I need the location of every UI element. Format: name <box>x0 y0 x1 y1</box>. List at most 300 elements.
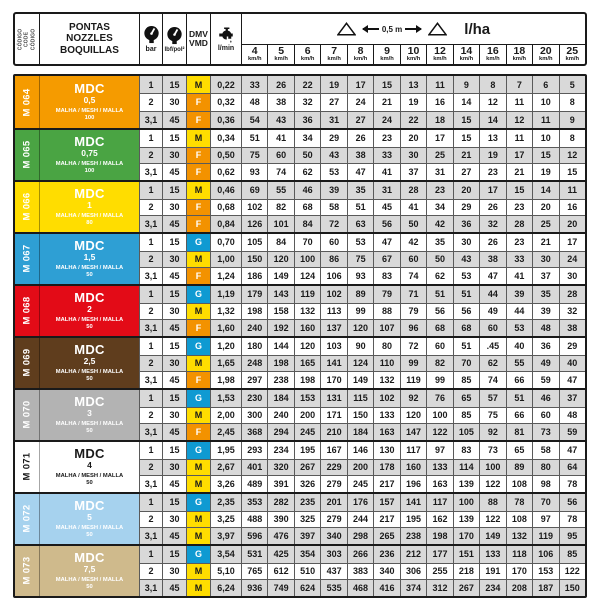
flow-cell: 1,98 <box>210 371 241 388</box>
pressure-bar-cell: 3,1 <box>139 423 162 440</box>
rate-cell: 132 <box>506 527 532 544</box>
pressure-bar-cell: 2 <box>139 407 162 424</box>
code-label: M 064 <box>21 88 33 116</box>
rate-cell: 117 <box>426 494 452 511</box>
pressure-psi-cell: 30 <box>162 459 186 476</box>
rate-cell: 15 <box>506 182 532 199</box>
mesh-text: MALHA / MESH / MALLA <box>55 576 124 583</box>
pressure-bar-cell: 3,1 <box>139 371 162 388</box>
rate-cell: 85 <box>453 371 479 388</box>
nozzle-group <box>15 284 585 336</box>
pressure-psi-cell: 15 <box>162 390 186 407</box>
speed-unit: km/h <box>247 56 262 63</box>
rate-cell: 198 <box>426 527 452 544</box>
rate-cell: 31 <box>373 182 399 199</box>
mesh-text: MALHA / MESH / MALLA <box>55 160 124 167</box>
rate-cell: 41 <box>400 199 426 216</box>
speed-header-cell <box>426 45 452 64</box>
nozzles-header-line: PONTAS <box>69 21 110 33</box>
rate-cell: 131 <box>320 390 346 407</box>
speed-value: 14 <box>460 44 473 57</box>
pressure-gauge-icon <box>166 26 183 46</box>
rate-cell: 72 <box>320 215 346 232</box>
rate-cell: 120 <box>294 338 320 355</box>
rate-cell: 383 <box>347 563 373 580</box>
rate-cell: 147 <box>400 423 426 440</box>
rate-cell: 105 <box>453 423 479 440</box>
rate-cell: 83 <box>453 442 479 459</box>
rate-cell: 489 <box>241 475 267 492</box>
rate-cell: 70 <box>453 355 479 372</box>
arrow-right-head <box>405 28 421 30</box>
speed-unit: km/h <box>459 56 474 63</box>
rate-cell: 75 <box>241 147 267 164</box>
code-cell <box>15 546 39 596</box>
dmv-cell: M <box>186 563 210 580</box>
rate-cell: 42 <box>426 215 452 232</box>
rate-cell: 170 <box>320 371 346 388</box>
mesh-text: MALHA / MESH / MALLA <box>55 420 124 427</box>
flow-cell: 1,19 <box>210 286 241 303</box>
rate-cell: 298 <box>347 527 373 544</box>
rate-cell: 74 <box>400 267 426 284</box>
rate-cell: 38 <box>267 93 293 110</box>
flow-cell: 3,26 <box>210 475 241 492</box>
mesh-label <box>56 577 123 591</box>
rate-cell: 64 <box>559 459 585 476</box>
rate-cell: 178 <box>373 459 399 476</box>
code-header-line: CODE <box>23 31 30 47</box>
rate-cell: 19 <box>320 76 346 93</box>
rate-cell: 60 <box>532 407 558 424</box>
rate-cell: 368 <box>241 423 267 440</box>
code-header-line: CÓDIGO <box>30 28 37 50</box>
rate-cell: 50 <box>400 215 426 232</box>
dmv-cell: M <box>186 303 210 320</box>
dmv-cell: F <box>186 215 210 232</box>
speed-header-cell <box>559 45 585 64</box>
rate-cell: 149 <box>347 371 373 388</box>
rate-cell: 312 <box>426 579 452 596</box>
pressure-psi-cell: 15 <box>162 338 186 355</box>
arrow-left-head <box>363 28 379 30</box>
rate-cell: 30 <box>453 234 479 251</box>
rate-cell: 75 <box>347 251 373 268</box>
rate-cell: 44 <box>479 286 505 303</box>
dmv-cell: M <box>186 251 210 268</box>
rate-cell: 89 <box>506 459 532 476</box>
mesh-value: 50 <box>86 583 93 590</box>
rate-cell: 198 <box>294 371 320 388</box>
rate-cell: 160 <box>294 319 320 336</box>
rate-cell: 50 <box>426 251 452 268</box>
rate-cell: 108 <box>506 475 532 492</box>
dmv-cell: G <box>186 390 210 407</box>
rate-cell: 99 <box>426 371 452 388</box>
spacing-label: 0,5 m <box>381 24 403 34</box>
rate-cell: 74 <box>267 163 293 180</box>
bar-unit-label: bar <box>145 46 157 53</box>
flow-cell: 0,34 <box>210 130 241 147</box>
pressure-bar-cell: 2 <box>139 563 162 580</box>
rate-cell: 16 <box>426 93 452 110</box>
code-header-line: CÓDIGO <box>17 28 24 50</box>
rate-cell: 27 <box>453 163 479 180</box>
rate-cell: 15 <box>453 111 479 128</box>
rate-cell: 82 <box>426 355 452 372</box>
rate-cell: 70 <box>294 234 320 251</box>
rate-cell: 531 <box>241 546 267 563</box>
rate-cell: 133 <box>426 459 452 476</box>
flow-cell: 0,36 <box>210 111 241 128</box>
rate-unit-label: l/ha <box>464 20 491 38</box>
rate-cell: 69 <box>241 182 267 199</box>
rate-cell: 20 <box>400 130 426 147</box>
rate-cell: 279 <box>320 511 346 528</box>
rate-cell: 47 <box>559 371 585 388</box>
rate-cell: 117 <box>400 442 426 459</box>
rate-cell: 122 <box>479 511 505 528</box>
dmv-cell: M <box>186 511 210 528</box>
rate-cell: 39 <box>506 286 532 303</box>
flow-cell: 0,22 <box>210 76 241 93</box>
speed-header-cell <box>347 45 373 64</box>
dmv-header-line: VMD <box>189 38 208 48</box>
rate-cell: 78 <box>559 511 585 528</box>
rate-cell: 37 <box>559 390 585 407</box>
mesh-value: 80 <box>86 219 93 226</box>
pressure-bar-cell: 3,1 <box>139 111 162 128</box>
rate-cell: 84 <box>294 215 320 232</box>
dmv-cell: F <box>186 93 210 110</box>
rate-cell: 80 <box>532 459 558 476</box>
rate-cell: 21 <box>532 234 558 251</box>
flow-cell: 2,35 <box>210 494 241 511</box>
flow-cell: 3,25 <box>210 511 241 528</box>
rate-cell: 62 <box>294 163 320 180</box>
rate-cell: 59 <box>559 423 585 440</box>
rate-cell: 25 <box>532 215 558 232</box>
rate-cell: 17 <box>559 234 585 251</box>
speed-value: 10 <box>407 44 420 57</box>
rate-cell: 437 <box>320 563 346 580</box>
dmv-cell: M <box>186 76 210 93</box>
rate-cell: 43 <box>453 251 479 268</box>
rate-cell: 141 <box>400 494 426 511</box>
rate-cell: 66 <box>506 407 532 424</box>
rate-cell: 74 <box>479 371 505 388</box>
pressure-psi-cell: 15 <box>162 286 186 303</box>
nozzle-name-cell <box>39 76 139 128</box>
rate-cell: 7 <box>506 76 532 93</box>
rate-cell: 11 <box>506 93 532 110</box>
mesh-value: 50 <box>86 271 93 278</box>
rate-cell: 35 <box>347 182 373 199</box>
nozzle-name-cell <box>39 546 139 596</box>
speed-unit: km/h <box>327 56 341 63</box>
pressure-bar-cell: 1 <box>139 338 162 355</box>
mesh-text: MALHA / MESH / MALLA <box>55 472 124 479</box>
rate-cell: 282 <box>267 494 293 511</box>
rate-cell: 101 <box>267 215 293 232</box>
pressure-bar-cell: 1 <box>139 390 162 407</box>
rate-cell: 167 <box>320 442 346 459</box>
rate-cell: 102 <box>320 286 346 303</box>
pressure-bar-cell: 1 <box>139 182 162 199</box>
nozzle-group <box>15 440 585 492</box>
rate-cell: 28 <box>506 215 532 232</box>
rate-cell: 255 <box>426 563 452 580</box>
mesh-label <box>56 473 123 487</box>
rate-cell: 47 <box>373 234 399 251</box>
rate-cell: 217 <box>373 475 399 492</box>
dmv-cell: M <box>186 579 210 596</box>
rate-cell: 184 <box>267 390 293 407</box>
pressure-psi-cell: 30 <box>162 93 186 110</box>
rate-cell: 97 <box>426 442 452 459</box>
rate-cell: 89 <box>347 286 373 303</box>
rate-cell: 39 <box>532 303 558 320</box>
model-label: MDC <box>74 446 105 461</box>
rate-cell: 86 <box>320 251 346 268</box>
rate-cell: 149 <box>267 267 293 284</box>
rate-cell: 488 <box>241 511 267 528</box>
model-label: MDC <box>74 498 105 513</box>
flow-cell: 1,24 <box>210 267 241 284</box>
rate-cell: 32 <box>479 215 505 232</box>
speed-header-cell <box>400 45 426 64</box>
nozzle-rate-table <box>13 12 587 598</box>
rate-cell: 29 <box>453 199 479 216</box>
rate-cell: 81 <box>506 423 532 440</box>
pressure-bar-cell: 2 <box>139 459 162 476</box>
rate-cell: 93 <box>241 163 267 180</box>
rate-cell: 248 <box>241 355 267 372</box>
dmv-header <box>186 14 210 64</box>
flow-cell: 0,50 <box>210 147 241 164</box>
dmv-cell: G <box>186 546 210 563</box>
model-label: MDC <box>74 290 105 305</box>
rate-cell: 191 <box>479 563 505 580</box>
rate-cell: 21 <box>506 163 532 180</box>
rate-cell: 416 <box>373 579 399 596</box>
nozzle-name-cell <box>39 390 139 440</box>
rate-cell: 67 <box>373 251 399 268</box>
rate-cell: 66 <box>506 371 532 388</box>
size-label: 3 <box>87 408 92 418</box>
rate-cell: 14 <box>479 111 505 128</box>
speed-value: 5 <box>278 44 285 57</box>
rate-cell: 391 <box>267 475 293 492</box>
rate-cell: 36 <box>294 111 320 128</box>
pressure-bar-cell: 2 <box>139 93 162 110</box>
rate-cell: 19 <box>479 147 505 164</box>
pressure-psi-cell: 45 <box>162 111 186 128</box>
rate-cell: 51 <box>453 338 479 355</box>
pressure-bar-cell: 3,1 <box>139 267 162 284</box>
rate-cell: 106 <box>532 546 558 563</box>
rate-cell: 210 <box>320 423 346 440</box>
flow-cell: 3,97 <box>210 527 241 544</box>
pressure-bar-cell: 1 <box>139 76 162 93</box>
nozzle-name-cell <box>39 442 139 492</box>
rate-cell: 124 <box>347 355 373 372</box>
rate-cell: 70 <box>532 494 558 511</box>
rate-cell: 73 <box>532 423 558 440</box>
rate-cell: 158 <box>267 303 293 320</box>
dmv-cell: F <box>186 319 210 336</box>
rate-cell: 92 <box>479 423 505 440</box>
pressure-psi-cell: 15 <box>162 130 186 147</box>
size-label: 1 <box>87 200 92 210</box>
mesh-label <box>56 265 123 279</box>
pressure-psi-header <box>162 14 186 64</box>
rate-cell: 78 <box>559 475 585 492</box>
rate-cell: 245 <box>347 475 373 492</box>
pressure-psi-cell: 30 <box>162 147 186 164</box>
rate-cell: 38 <box>479 251 505 268</box>
rate-cell: 46 <box>532 390 558 407</box>
rate-cell: 9 <box>559 111 585 128</box>
rate-cell: 90 <box>347 338 373 355</box>
flow-cell: 0,84 <box>210 215 241 232</box>
rate-cell: 133 <box>373 407 399 424</box>
speed-value: 18 <box>513 44 526 57</box>
rate-cell: 476 <box>267 527 293 544</box>
mesh-label <box>56 525 123 539</box>
nozzle-name-cell <box>39 182 139 232</box>
pressure-psi-cell: 45 <box>162 267 186 284</box>
pressure-psi-cell: 30 <box>162 251 186 268</box>
rate-cell: 105 <box>241 234 267 251</box>
rate-cell: 26 <box>479 234 505 251</box>
rate-cell: 230 <box>241 390 267 407</box>
rate-cell: 124 <box>294 267 320 284</box>
rate-cell: 179 <box>241 286 267 303</box>
rate-cell: 110 <box>373 355 399 372</box>
rate-cell: 170 <box>506 563 532 580</box>
rate-cell: 60 <box>267 147 293 164</box>
rate-cell: 96 <box>400 319 426 336</box>
rate-cell: 115 <box>347 390 373 407</box>
nozzle-group <box>15 336 585 388</box>
rate-cell: 306 <box>400 563 426 580</box>
nozzle-triangle-icon <box>337 22 356 36</box>
flow-cell: 2,67 <box>210 459 241 476</box>
rate-cell: 68 <box>453 319 479 336</box>
rate-cell: 267 <box>453 579 479 596</box>
flow-cell: 2,00 <box>210 407 241 424</box>
pressure-psi-cell: 15 <box>162 546 186 563</box>
nozzle-triangle-icon <box>428 22 447 36</box>
speed-unit: km/h <box>353 56 368 63</box>
rate-cell: 60 <box>426 338 452 355</box>
pressure-psi-cell: 30 <box>162 563 186 580</box>
code-label: M 072 <box>21 505 33 533</box>
flow-cell: 5,10 <box>210 563 241 580</box>
rate-cell: 326 <box>294 475 320 492</box>
rate-cell: 353 <box>241 494 267 511</box>
nozzle-group <box>15 544 585 596</box>
rate-cell: 165 <box>294 355 320 372</box>
pressure-bar-cell: 3,1 <box>139 215 162 232</box>
flow-cell: 6,24 <box>210 579 241 596</box>
rate-cell: 99 <box>400 355 426 372</box>
mesh-label <box>56 369 123 383</box>
rate-cell: 38 <box>347 147 373 164</box>
rate-cell: 320 <box>267 459 293 476</box>
dmv-cell: M <box>186 475 210 492</box>
speed-value: 4 <box>251 44 258 57</box>
rate-cell: 139 <box>453 511 479 528</box>
rate-cell: 29 <box>320 130 346 147</box>
rate-cell: 200 <box>347 459 373 476</box>
rate-cell: 43 <box>320 147 346 164</box>
rate-cell: 32 <box>294 93 320 110</box>
rate-cell: 62 <box>479 355 505 372</box>
rate-cell: 42 <box>400 234 426 251</box>
rate-cell: 171 <box>320 407 346 424</box>
pressure-bar-cell: 2 <box>139 147 162 164</box>
nozzle-name-cell <box>39 234 139 284</box>
rate-cell: 88 <box>373 303 399 320</box>
rate-cell: 71 <box>400 286 426 303</box>
mesh-value: 100 <box>84 114 95 121</box>
rate-cell: 245 <box>294 423 320 440</box>
rate-cell: 132 <box>294 303 320 320</box>
rate-cell: 293 <box>241 442 267 459</box>
size-label: 2,5 <box>83 356 96 366</box>
mesh-text: MALHA / MESH / MALLA <box>55 368 124 375</box>
rate-cell: 85 <box>453 407 479 424</box>
rate-cell: 80 <box>373 338 399 355</box>
rate-cell: 120 <box>400 407 426 424</box>
flow-cell: 2,45 <box>210 423 241 440</box>
code-cell <box>15 182 39 232</box>
speed-value: 20 <box>539 44 552 57</box>
rate-cell: 401 <box>241 459 267 476</box>
rate-cell: 38 <box>559 319 585 336</box>
rate-cell: 36 <box>453 215 479 232</box>
rate-cell: 11 <box>426 76 452 93</box>
rate-cell: 265 <box>373 527 399 544</box>
speed-unit: km/h <box>565 56 580 63</box>
rate-cell: 162 <box>426 511 452 528</box>
rate-cell: 75 <box>479 407 505 424</box>
rate-cell: 40 <box>559 355 585 372</box>
speed-value: 7 <box>331 44 338 57</box>
code-label: M 069 <box>21 349 33 377</box>
rate-cell: 354 <box>294 546 320 563</box>
rate-cell: 56 <box>559 494 585 511</box>
speed-unit: km/h <box>300 56 315 63</box>
rate-cell: 12 <box>559 147 585 164</box>
speed-header-cell <box>506 45 532 64</box>
rate-cell: 48 <box>241 93 267 110</box>
rate-cell: 18 <box>426 111 452 128</box>
rate-cell: 240 <box>267 407 293 424</box>
rate-cell: 120 <box>267 251 293 268</box>
flow-cell: 1,20 <box>210 338 241 355</box>
code-label: M 067 <box>21 245 33 273</box>
code-cell <box>15 338 39 388</box>
rate-cell: 149 <box>479 527 505 544</box>
rate-cell: 195 <box>400 511 426 528</box>
mesh-text: MALHA / MESH / MALLA <box>55 264 124 271</box>
rate-cell: 34 <box>426 199 452 216</box>
mesh-value: 50 <box>86 531 93 538</box>
mesh-value: 50 <box>86 479 93 486</box>
